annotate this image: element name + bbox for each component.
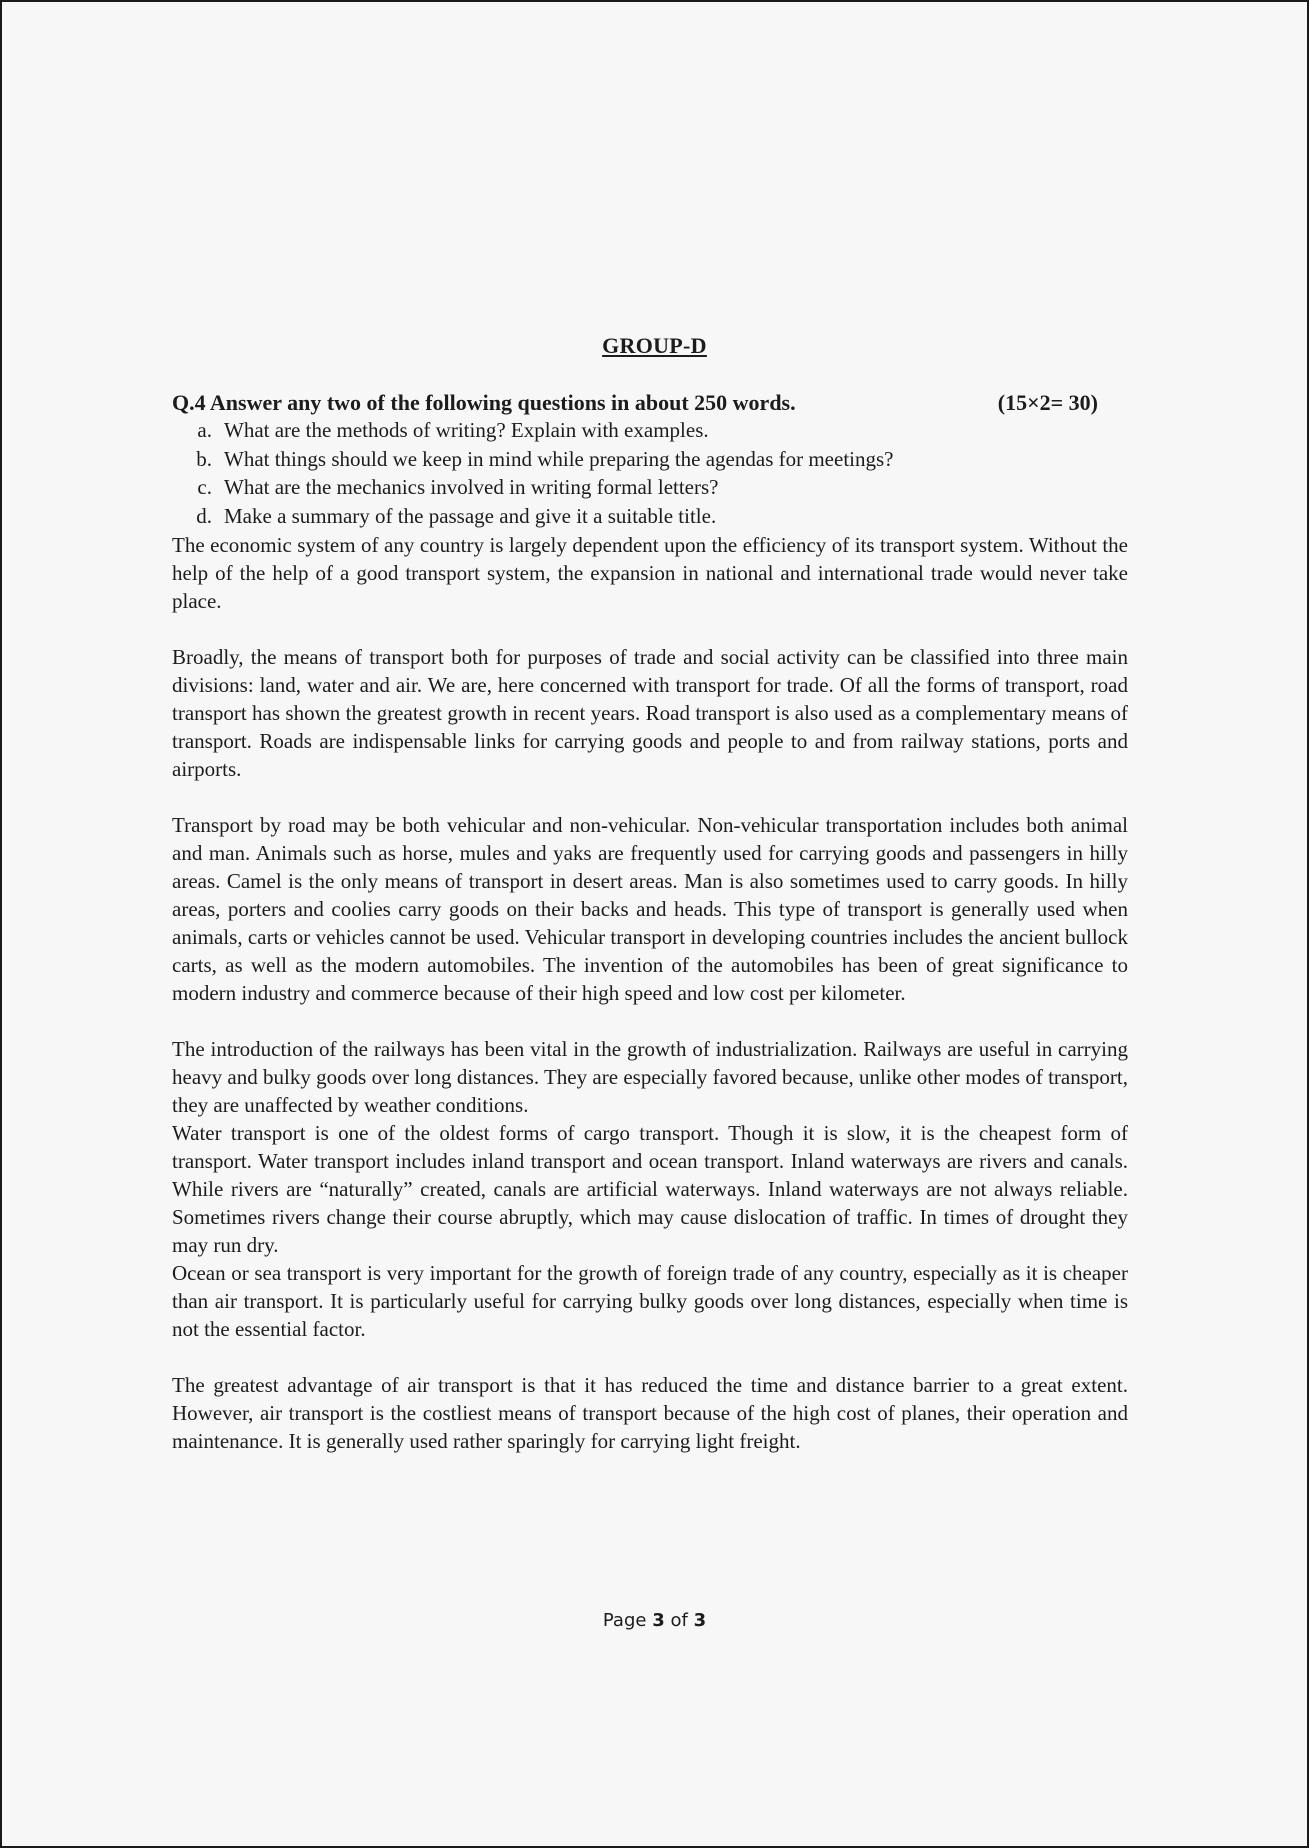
footer-current-page: 3 [652, 1610, 665, 1631]
option-item [172, 502, 1128, 531]
option-letter: d. [196, 503, 212, 528]
question-text: Q.4 Answer any two of the following questions in about 250 words. [172, 390, 796, 415]
passage-paragraph: Broadly, the means of transport both for purposes of trade and social activity can be classified into three main divisions: land, water and air. We are, here concerned with transport for trade. Of all the forms of transport, road transport has shown the greatest growth in recent years. Road transport is also used as a complementary means of transport. Roads are indispensable links for carrying goods and people to and from railway stations, ports and airports. [172, 645, 1128, 781]
option-item [172, 416, 1128, 445]
option-text: What are the mechanics involved in writing formal letters? [224, 475, 719, 499]
footer-page-word: Page [602, 1610, 647, 1631]
passage-paragraph: Transport by road may be both vehicular and non-vehicular. Non-vehicular transportation includes both animal and man. Animals such as horse, mules and yaks are frequently used for carrying goods and passengers in hilly areas. Camel is the only means of transport in desert areas. Man is also sometimes used to carry goods. In hilly areas, porters and coolies carry goods on their backs and heads. This type of transport is generally used when animals, carts or vehicles cannot be used. Vehicular transport in developing countries includes the ancient bullock carts, as well as the modern automobiles. The invention of the automobiles has been of great significance to modern industry and commerce because of their high speed and low cost per kilometer. [172, 813, 1128, 1005]
footer-of-word: of [670, 1610, 688, 1631]
option-item [172, 445, 1128, 474]
option-text: What things should we keep in mind while preparing the agendas for meetings? [224, 446, 894, 471]
passage-paragraph: The economic system of any country is largely dependent upon the efficiency of its transport system. Without the help of the help of a good transport system, the expansion in national and international trade would never take place. [172, 533, 1128, 613]
option-letter: b. [196, 446, 212, 471]
option-text: What are the methods of writing? Explain with examples. [224, 418, 709, 442]
question-line [172, 390, 1098, 416]
passage-paragraph: The introduction of the railways has been vital in the growth of industrialization. Railways are useful in carrying heavy and bulky goods over long distances. They are especially favored because, unlike other modes of transport, they are unaffected by weather conditions. [172, 1037, 1128, 1117]
option-text: Make a summary of the passage and give it a suitable title. [224, 503, 717, 528]
page-footer [2, 1610, 1307, 1631]
option-letter: c. [197, 475, 212, 499]
passage [172, 531, 1128, 1455]
passage-paragraph: The greatest advantage of air transport is that it has reduced the time and distance barrier to a great extent. However, air transport is the costliest means of transport because of the high cost of planes, their operation and maintenance. It is generally used rather sparingly for carrying light freight. [172, 1373, 1128, 1453]
footer-total-pages: 3 [693, 1610, 707, 1631]
passage-paragraph: Water transport is one of the oldest forms of cargo transport. Though it is slow, it is the cheapest form of transport. Water transport includes inland transport and ocean transport. Inland waterways are rivers and canals. While rivers are “naturally” created, canals are artificial waterways. Inland waterways are not always reliable. Sometimes rivers change their course abruptly, which may cause dislocation of traffic. In times of drought they may run dry. [172, 1121, 1128, 1257]
question-marks: (15×2= 30) [997, 390, 1098, 415]
passage-paragraph: Ocean or sea transport is very important for the growth of foreign trade of any country, especially as it is cheaper than air transport. It is particularly useful for carrying bulky goods over long distances, especially when time is not the essential factor. [172, 1261, 1128, 1341]
option-item [172, 473, 1128, 502]
group-heading: GROUP-D [602, 333, 707, 358]
option-letter: a. [197, 418, 212, 442]
question-options [172, 416, 1128, 530]
